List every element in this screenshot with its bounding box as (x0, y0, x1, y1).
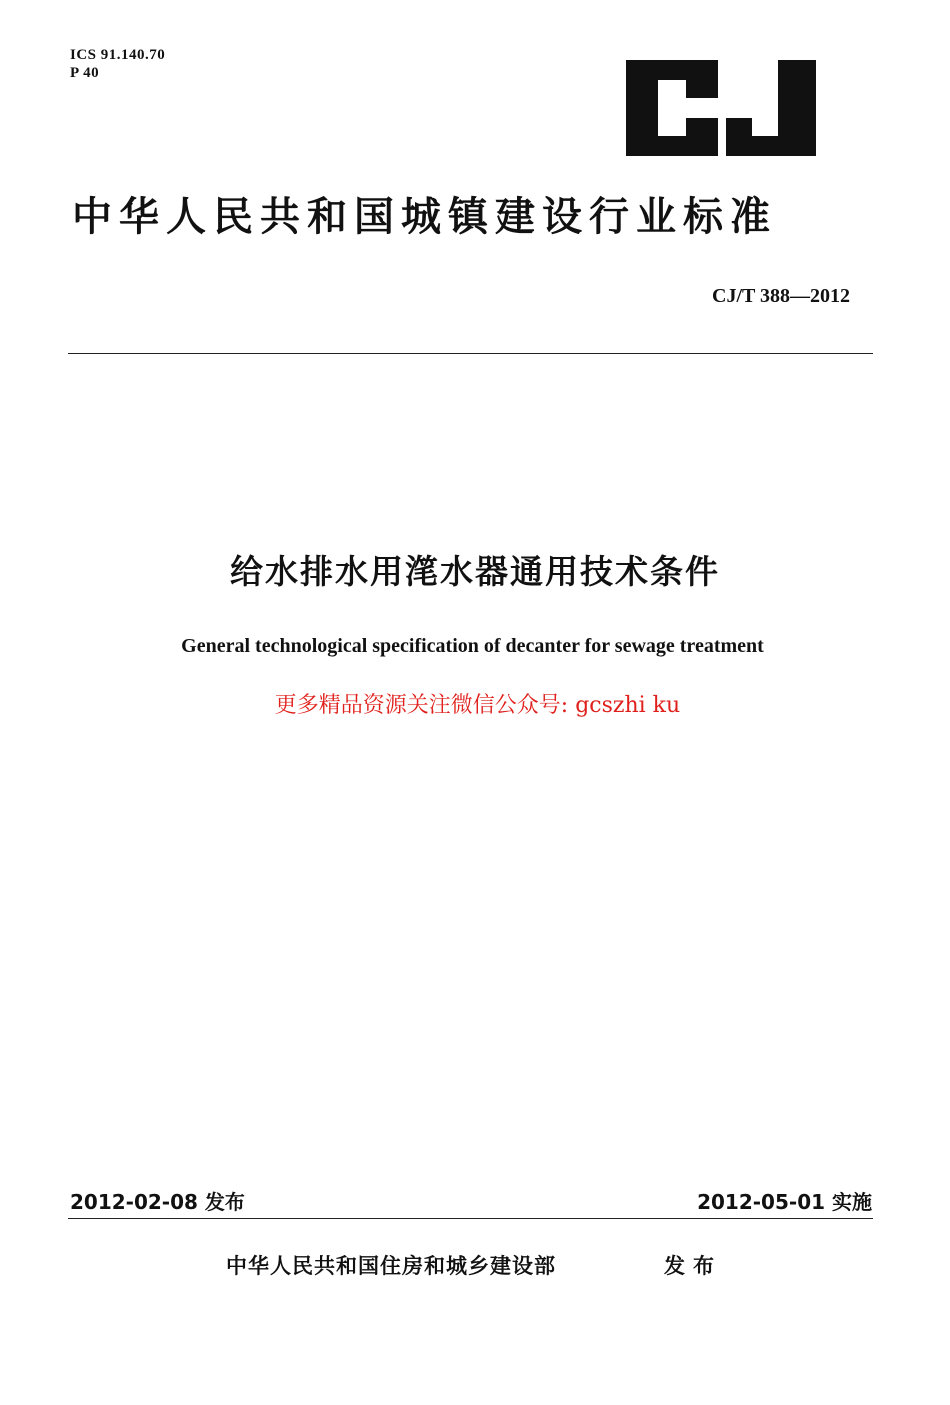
standard-organization: 中华人民共和国城镇建设行业标准 (72, 194, 777, 240)
title-chinese: 给水排水用滗水器通用技术条件 (230, 552, 720, 591)
publisher-name: 中华人民共和国住房和城乡建设部 (226, 1254, 556, 1278)
cj-logo (626, 60, 816, 156)
wechat-notice: 更多精品资源关注微信公众号: gcszhi ku (274, 693, 681, 718)
footer-divider (68, 1218, 873, 1219)
implementation-date: 2012-05-01 实施 (697, 1190, 872, 1214)
classification-code: P 40 (70, 65, 100, 81)
title-english: General technological specification of decanter for sewage treatment (181, 635, 764, 657)
standard-code: CJ/T 388—2012 (712, 285, 850, 307)
publish-label: 发布 (664, 1254, 722, 1278)
ics-block (70, 46, 165, 82)
issue-date: 2012-02-08 发布 (70, 1190, 245, 1214)
header-divider (68, 353, 873, 354)
ics-code: ICS 91.140.70 (70, 47, 166, 63)
